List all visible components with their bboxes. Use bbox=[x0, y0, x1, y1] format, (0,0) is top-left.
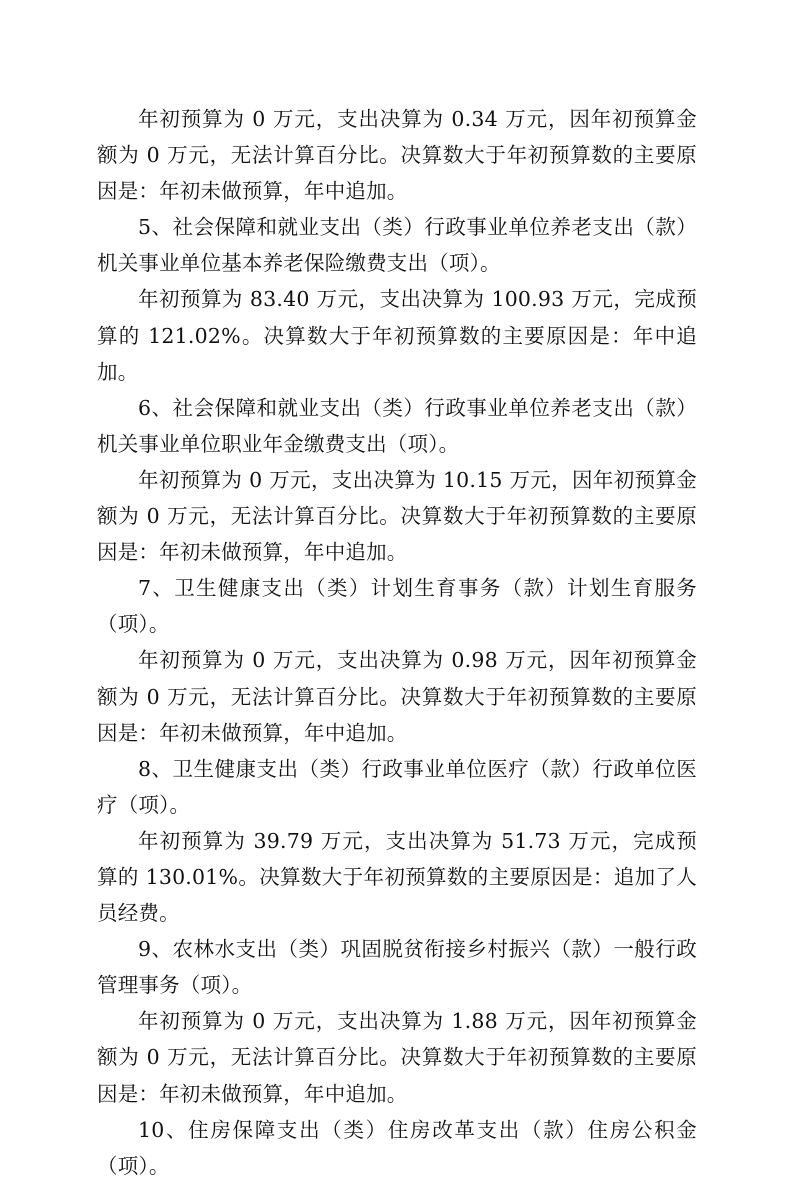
paragraph-item-6-heading: 6、社会保障和就业支出（类）行政事业单位养老支出（款）机关事业单位职业年金缴费支出（项）。 bbox=[97, 395, 697, 456]
paragraph-item-5-heading: 5、社会保障和就业支出（类）行政事业单位养老支出（款）机关事业单位基本养老保险缴费支出（项）。 bbox=[97, 215, 697, 276]
paragraph-budget-item-4-detail: 年初预算为 0 万元，支出决算为 0.34 万元，因年初预算金额为 0 万元，无法计算百分比。决算数大于年初预算数的主要原因是：年初未做预算，年中追加。 bbox=[97, 107, 697, 204]
paragraph-item-5-detail: 年初预算为 83.40 万元，支出决算为 100.93 万元，完成预算的 121.02%。决算数大于年初预算数的主要原因是：年中追加。 bbox=[97, 287, 697, 384]
paragraph-item-8-detail: 年初预算为 39.79 万元，支出决算为 51.73 万元，完成预算的 130.01%。决算数大于年初预算数的主要原因是：追加了人员经费。 bbox=[97, 828, 697, 926]
paragraph-item-8-heading: 8、卫生健康支出（类）行政事业单位医疗（款）行政单位医疗（项）。 bbox=[97, 756, 697, 817]
paragraph-item-9-heading: 9、农林水支出（类）巩固脱贫衔接乡村振兴（款）一般行政管理事务（项）。 bbox=[97, 937, 697, 998]
paragraph-item-6-detail: 年初预算为 0 万元，支出决算为 10.15 万元，因年初预算金额为 0 万元，无法计算百分比。决算数大于年初预算数的主要原因是：年初未做预算，年中追加。 bbox=[97, 467, 697, 565]
paragraph-item-7-heading: 7、卫生健康支出（类）计划生育事务（款）计划生育服务（项）。 bbox=[97, 576, 697, 637]
document-body bbox=[97, 101, 697, 1184]
paragraph-item-9-detail: 年初预算为 0 万元，支出决算为 1.88 万元，因年初预算金额为 0 万元，无法计算百分比。决算数大于年初预算数的主要原因是：年初未做预算，年中追加。 bbox=[97, 1009, 697, 1106]
paragraph-item-7-detail: 年初预算为 0 万元，支出决算为 0.98 万元，因年初预算金额为 0 万元，无法计算百分比。决算数大于年初预算数的主要原因是：年初未做预算，年中追加。 bbox=[97, 648, 697, 745]
paragraph-item-10-heading: 10、住房保障支出（类）住房改革支出（款）住房公积金（项）。 bbox=[97, 1117, 697, 1178]
